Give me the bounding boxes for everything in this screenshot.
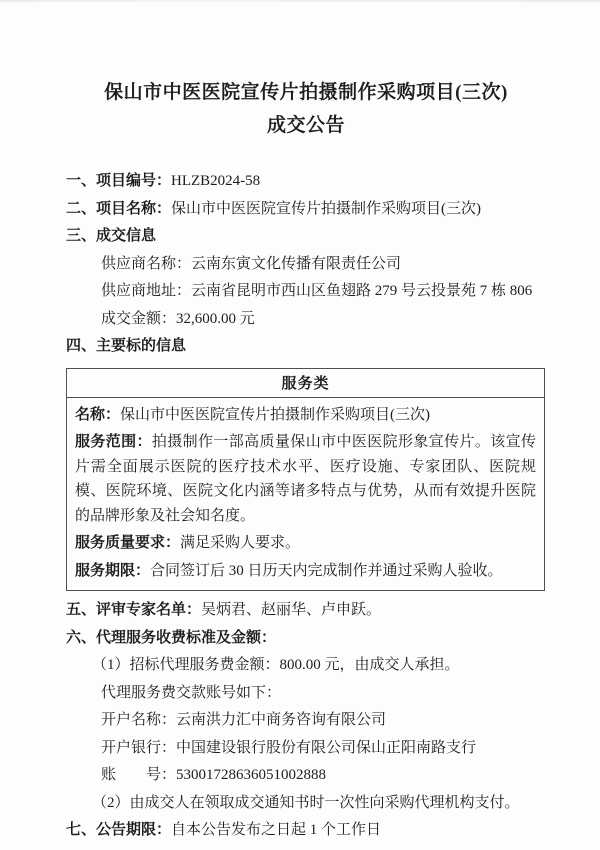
project-number-label: 一、项目编号：	[66, 173, 172, 189]
row-scope-label: 服务范围：	[75, 434, 152, 450]
row-scope-value: 拍摄制作一部高质量保山市中医医院形象宣传片。该宣传片需全面展示医院的医疗技术水平、医疗设施、专家团队、医院规模、医院环境、医院文化内涵等诸多特点与优势，从而有效提升医院的品牌形象及社会知名度。	[75, 434, 536, 524]
bank-line	[66, 735, 546, 763]
doc-title-line2: 成交公告	[266, 115, 345, 136]
row-scope	[75, 430, 536, 528]
account-name-label: 开户名称：	[101, 712, 177, 728]
doc-title	[66, 76, 546, 142]
row-period	[75, 559, 536, 584]
table-body-cell	[67, 397, 545, 591]
table-header-row	[67, 368, 545, 397]
project-name-line	[66, 196, 546, 224]
account-number-label: 账 号：	[101, 767, 177, 783]
agency-fee-heading: 六、代理服务收费标准及金额：	[66, 629, 277, 646]
subject-info-table	[66, 368, 545, 592]
account-name-line	[66, 707, 546, 735]
doc-title-line1: 保山市中医医院宣传片拍摄制作采购项目(三次)	[104, 82, 508, 103]
experts-line	[66, 597, 546, 625]
supplier-name-line	[66, 251, 546, 279]
account-number-line	[66, 762, 546, 790]
document-page	[0, 2, 600, 845]
row-quality-value: 满足采购人要求。	[180, 535, 301, 551]
experts-value: 吴炳君、赵丽华、卢申跃。	[201, 602, 382, 618]
row-name-value: 保山市中医医院宣传片拍摄制作采购项目(三次)	[120, 406, 431, 423]
notice-period-line	[66, 817, 546, 845]
project-name-label: 二、项目名称：	[66, 200, 172, 217]
supplier-name-value: 云南东寅文化传播有限责任公司	[191, 255, 402, 272]
deal-amount-value: 32,600.00 元	[176, 310, 255, 327]
fee-item1-line: （1）招标代理服务费金额：800.00 元，由成交人承担。	[92, 657, 460, 673]
project-number-line	[66, 168, 546, 196]
notice-period-value: 自本公告发布之日起 1 个工作日	[171, 822, 382, 838]
project-name-value: 保山市中医医院宣传片拍摄制作采购项目(三次)	[171, 200, 482, 217]
experts-label: 五、评审专家名单：	[66, 602, 202, 618]
notice-period-label: 七、公告期限：	[66, 822, 172, 838]
row-name-label: 名称：	[75, 406, 121, 423]
account-number-value: 53001728636051002888	[176, 767, 327, 783]
project-number-value: HLZB2024-58	[171, 173, 261, 189]
supplier-address-label: 供应商地址：	[101, 283, 192, 299]
deal-amount-line	[66, 306, 546, 334]
supplier-address-value: 云南省昆明市西山区鱼翅路 279 号云投景苑 7 栋 806	[191, 283, 533, 299]
row-quality	[75, 531, 536, 556]
row-period-value: 合同签订后 30 日历天内完成制作并通过采购人验收。	[150, 562, 503, 579]
table-header-cell: 服务类	[67, 368, 545, 397]
table-body-row	[67, 397, 545, 591]
supplier-address-line	[66, 278, 546, 306]
deal-info-heading: 三、成交信息	[66, 228, 157, 244]
bank-value: 中国建设银行股份有限公司保山正阳南路支行	[176, 739, 477, 756]
main-subject-heading: 四、主要标的信息	[66, 338, 187, 354]
account-name-value: 云南洪力汇中商务咨询有限公司	[176, 712, 387, 728]
deal-amount-label: 成交金额：	[101, 310, 177, 327]
row-name	[75, 403, 536, 428]
row-period-label: 服务期限：	[75, 562, 151, 579]
bank-label: 开户银行：	[101, 739, 177, 756]
supplier-name-label: 供应商名称：	[101, 255, 192, 272]
fee-item2-line: （2）由成交人在领取成交通知书时一次性向采购代理机构支付。	[92, 794, 520, 811]
row-quality-label: 服务质量要求：	[75, 535, 181, 551]
fee-account-intro-line: 代理服务费交款账号如下：	[101, 684, 282, 701]
